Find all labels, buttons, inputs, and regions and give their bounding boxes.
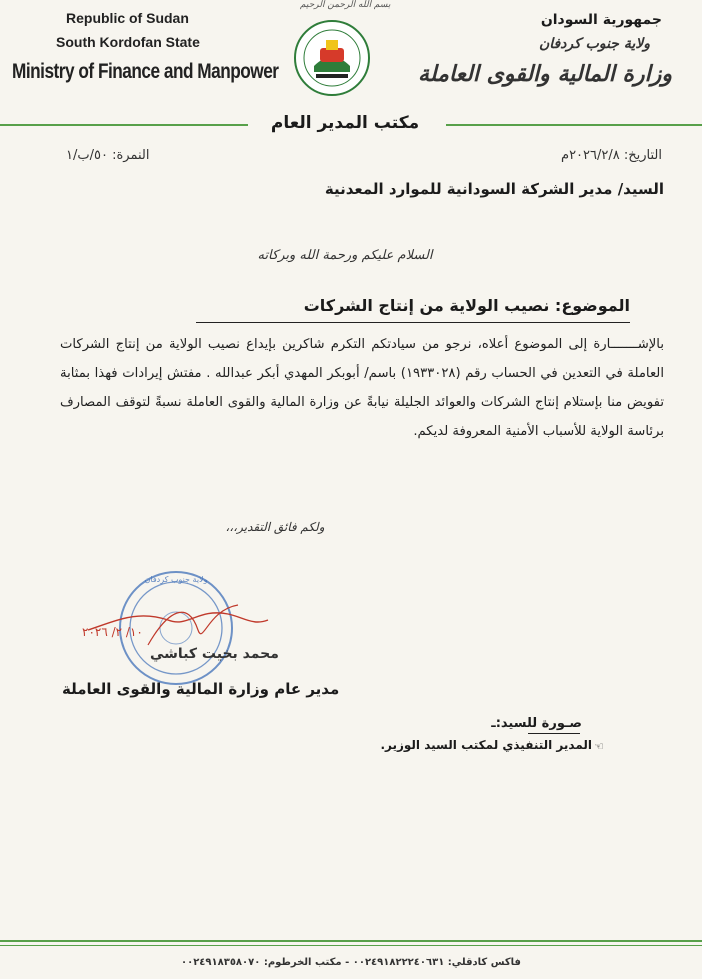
footer-rule-top bbox=[0, 940, 702, 942]
cc-underline bbox=[528, 733, 580, 734]
signature-date: ١٠/ ٢/ ٢٠٢٦ bbox=[82, 625, 143, 639]
header-rule-left bbox=[0, 124, 248, 126]
cc-label: صـورة للسيد:ـ bbox=[491, 716, 582, 731]
greeting: السلام عليكم ورحمة الله وبركاته bbox=[257, 248, 433, 263]
signer-name: محمد بخيت كباشي bbox=[150, 646, 279, 662]
pointing-hand-icon: ☜ bbox=[594, 740, 604, 753]
stamp-label: ولاية جنوب كردفان bbox=[144, 575, 208, 584]
office-title: مكتب المدير العام bbox=[270, 113, 420, 133]
header-rule-right bbox=[446, 124, 702, 126]
letter-body: بالإشـــــــارة إلى الموضوع أعلاه، نرجو من سيادتكم التكرم شاكرين بإيداع نصيب الولاية من إنتاج الشركات العاملة في التعدين في الحساب رقم (١٩٣٣٠٢٨) باسم/ أبوبكر المهدي أبكر عبدالله . مفتش إيرادات فهذا بمثابة تفويض منا بإستلام إنتاج الشركات والعوائد الجليلة نيابةً عن وزارة المالية والقوى العاملة نسبةً لتوقف المصارف برئاسة الولاية للأسباب الأمنية المعروفة لديكم. bbox=[60, 337, 664, 439]
state-emblem-logo bbox=[292, 18, 372, 98]
letter-number: النمرة: ٥٠/ب/١ bbox=[66, 148, 150, 163]
header-ministry-ar: وزارة المالية والقوى العاملة bbox=[417, 62, 672, 87]
basmala: بسم الله الرحمن الرحيم bbox=[300, 0, 391, 10]
footer-rule-bottom bbox=[0, 945, 702, 946]
footer-contacts: فاكس كادقلي: ٠٠٢٤٩١٨٢٢٢٤٠٦٣١ - مكتب الخرطوم: ٠٠٢٤٩١٨٣٥٨٠٧٠ bbox=[181, 957, 521, 968]
header-state-en: South Kordofan State bbox=[56, 34, 200, 50]
signer-title: مدير عام وزارة المالية والقوى العاملة bbox=[62, 680, 340, 698]
header-country-ar: جمهورية السودان bbox=[540, 12, 662, 28]
letter-date: التاريخ: ٢٠٢٦/٢/٨م bbox=[561, 148, 662, 163]
header-country-en: Republic of Sudan bbox=[66, 10, 189, 26]
closing-line: ولكم فائق التقدير،،، bbox=[225, 520, 325, 534]
recipient: السيد/ مدير الشركة السودانية للموارد المعدنية bbox=[324, 180, 664, 198]
cc-recipient: المدير التنفيذي لمكتب السيد الوزير. bbox=[380, 738, 592, 752]
subject-line: الموضوع: نصيب الولاية من إنتاج الشركات bbox=[303, 296, 630, 315]
header-ministry-en: Ministry of Finance and Manpower bbox=[12, 60, 279, 83]
header-state-ar: ولاية جنوب كردفان bbox=[538, 36, 650, 52]
subject-underline bbox=[196, 322, 630, 323]
